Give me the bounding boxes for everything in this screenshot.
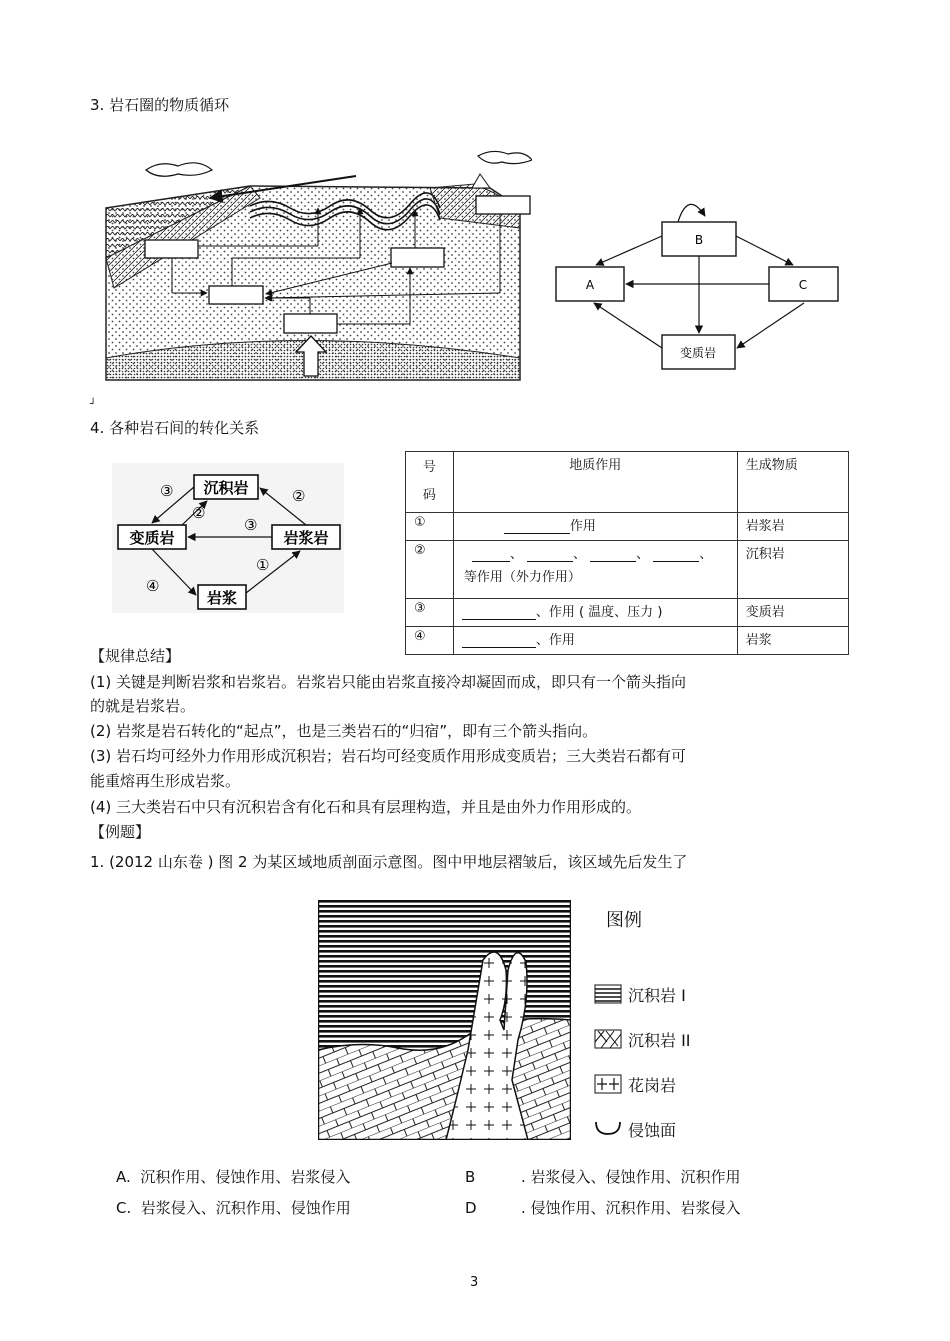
legend-swatch-sed2 [595, 1030, 621, 1048]
example-heading: 【例题】 [90, 823, 151, 841]
legend-item-sed1: 沉积岩 I [628, 986, 686, 1005]
summary-line-1: (1) 关键是判断岩浆和岩浆岩。岩浆岩只能由岩浆直接冷却凝固而成，即只有一个箭头指向 [90, 673, 687, 691]
summary-line-4: (3) 岩石均可经外力作用形成沉积岩；岩石均可经变质作用形成变质岩；三大类岩石都有可 [90, 747, 687, 765]
magma-label: 岩浆 [206, 589, 238, 607]
page-number: 3 [470, 1275, 479, 1290]
summary-line-2: 的就是岩浆岩。 [90, 697, 196, 715]
row4-product: 岩浆 [737, 627, 848, 655]
option-a[interactable]: A. 沉积作用、侵蚀作用、岩浆侵入 [116, 1168, 351, 1186]
answer-blank[interactable] [527, 547, 573, 562]
row2-product: 沉积岩 [737, 541, 848, 599]
row2-process: 、 、 、 、 等作用（外力作用） [453, 541, 737, 599]
legend-swatch-sed1 [595, 985, 621, 1003]
option-b-text[interactable]: . 岩浆侵入、侵蚀作用、沉积作用 [521, 1168, 741, 1186]
row3-no: ③ [406, 599, 454, 627]
legend-title: 图例 [606, 910, 642, 931]
row4-no: ④ [406, 627, 454, 655]
answer-blank[interactable] [472, 547, 510, 562]
section-3-title: 3. 岩石圈的物质循环 [90, 96, 230, 114]
row1-process: 作用 [453, 513, 737, 541]
legend-item-erosion: 侵蚀面 [628, 1121, 677, 1140]
legend-swatch-erosion [596, 1122, 620, 1134]
legend-swatch-granite [595, 1075, 621, 1093]
row1-no: ① [406, 513, 454, 541]
rock-cycle-abc-diagram [550, 190, 845, 375]
legend-item-granite: 花岗岩 [628, 1076, 677, 1095]
label-2-left: ② [192, 504, 206, 522]
answer-blank[interactable] [462, 633, 536, 648]
answer-blank[interactable] [462, 605, 536, 620]
summary-line-5: 能重熔再生形成岩浆。 [90, 772, 241, 790]
row3-product: 变质岩 [737, 599, 848, 627]
option-b-label[interactable]: B [465, 1168, 476, 1186]
summary-line-3: (2) 岩浆是岩石转化的“起点”，也是三类岩石的“归宿”，即有三个箭头指向。 [90, 722, 598, 740]
answer-blank[interactable] [590, 547, 636, 562]
option-d-label[interactable]: D [465, 1199, 477, 1217]
header-product: 生成物质 [737, 452, 848, 513]
rock-transform-diagram [112, 463, 344, 613]
label-3-top: ③ [160, 482, 174, 500]
geologic-section-figure [318, 900, 571, 1140]
option-c[interactable]: C. 岩浆侵入、沉积作用、侵蚀作用 [116, 1199, 351, 1217]
rock-cycle-section-figure [100, 148, 532, 388]
node-meta-label: 变质岩 [679, 346, 717, 360]
header-no: 号 码 [406, 452, 454, 513]
igneous-rock-label: 岩浆岩 [283, 529, 329, 547]
legend-item-sed2: 沉积岩 II [628, 1031, 691, 1050]
option-d-text[interactable]: . 侵蚀作用、沉积作用、岩浆侵入 [521, 1199, 741, 1217]
label-3-mid: ③ [244, 516, 258, 534]
summary-line-6: (4) 三大类岩石中只有沉积岩含有化石和具有层理构造，并且是由外力作用形成的。 [90, 798, 642, 816]
node-a-label: A [585, 278, 595, 292]
answer-blank[interactable] [653, 547, 699, 562]
section-4-title: 4. 各种岩石间的转化关系 [90, 419, 260, 437]
header-process: 地质作用 [453, 452, 737, 513]
node-c-label: C [798, 278, 808, 292]
row4-process: 、作用 [453, 627, 737, 655]
meta-rock-label: 变质岩 [129, 529, 175, 547]
example-question: 1. (2012 山东卷 ) 图 2 为某区域地质剖面示意图。图中甲地层褶皱后，该区域先后发生了 [90, 853, 688, 871]
geo-process-table [405, 451, 849, 655]
summary-heading: 【规律总结】 [90, 647, 181, 665]
sed-rock-label: 沉积岩 [203, 479, 249, 497]
node-b-label: B [694, 233, 704, 247]
row2-no: ② [406, 541, 454, 599]
label-1: ① [256, 556, 270, 574]
label-2-right: ② [292, 487, 306, 505]
row1-product: 岩浆岩 [737, 513, 848, 541]
row3-process: 、作用 ( 温度、压力 ) [453, 599, 737, 627]
label-4: ④ [146, 577, 160, 595]
stray-mark: ┘ [90, 399, 97, 410]
legend-swatches [594, 984, 624, 1144]
answer-blank[interactable] [504, 519, 570, 534]
